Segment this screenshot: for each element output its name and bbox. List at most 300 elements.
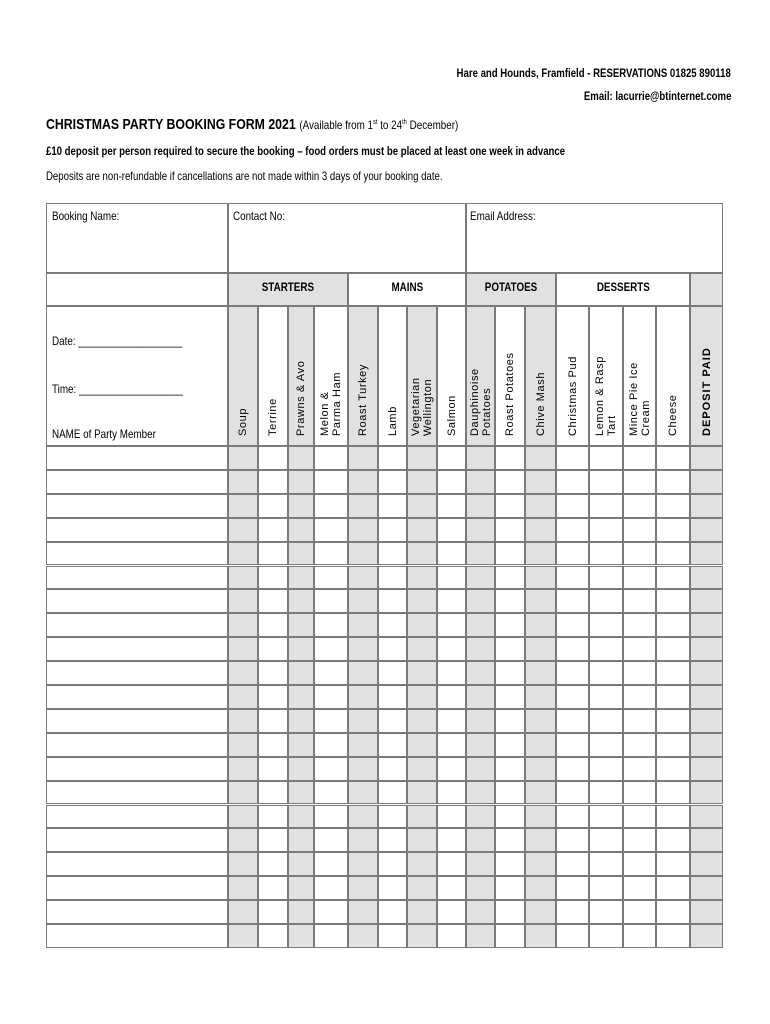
order-cell[interactable] xyxy=(348,781,378,805)
order-cell[interactable] xyxy=(378,685,407,709)
order-cell[interactable] xyxy=(378,924,407,948)
order-cell[interactable] xyxy=(314,924,348,948)
order-cell[interactable] xyxy=(348,613,378,637)
order-cell[interactable] xyxy=(407,757,437,781)
order-cell[interactable] xyxy=(314,781,348,805)
order-cell[interactable] xyxy=(288,446,314,470)
order-cell[interactable] xyxy=(525,470,556,494)
order-cell[interactable] xyxy=(589,446,623,470)
order-cell[interactable] xyxy=(525,446,556,470)
order-cell[interactable] xyxy=(656,924,690,948)
order-cell[interactable] xyxy=(407,566,437,590)
order-cell[interactable] xyxy=(466,781,495,805)
order-cell[interactable] xyxy=(466,828,495,852)
order-cell[interactable] xyxy=(407,781,437,805)
order-cell[interactable] xyxy=(690,709,723,733)
order-cell[interactable] xyxy=(228,566,258,590)
order-cell[interactable] xyxy=(228,685,258,709)
order-cell[interactable] xyxy=(407,900,437,924)
order-cell[interactable] xyxy=(437,589,466,613)
order-cell[interactable] xyxy=(656,757,690,781)
order-cell[interactable] xyxy=(378,542,407,566)
order-cell[interactable] xyxy=(656,900,690,924)
order-cell[interactable] xyxy=(288,685,314,709)
order-cell[interactable] xyxy=(288,470,314,494)
order-cell[interactable] xyxy=(466,757,495,781)
order-cell[interactable] xyxy=(437,613,466,637)
order-cell[interactable] xyxy=(437,757,466,781)
order-cell[interactable] xyxy=(437,661,466,685)
order-cell[interactable] xyxy=(656,518,690,542)
order-cell[interactable] xyxy=(466,661,495,685)
order-cell[interactable] xyxy=(288,709,314,733)
order-cell[interactable] xyxy=(623,542,656,566)
order-cell[interactable] xyxy=(437,494,466,518)
order-cell[interactable] xyxy=(407,828,437,852)
order-cell[interactable] xyxy=(288,637,314,661)
order-cell[interactable] xyxy=(589,613,623,637)
order-cell[interactable] xyxy=(314,589,348,613)
order-cell[interactable] xyxy=(378,733,407,757)
order-cell[interactable] xyxy=(495,924,525,948)
order-cell[interactable] xyxy=(437,924,466,948)
order-cell[interactable] xyxy=(228,805,258,829)
order-cell[interactable] xyxy=(623,828,656,852)
order-cell[interactable] xyxy=(466,900,495,924)
order-cell[interactable] xyxy=(525,661,556,685)
order-cell[interactable] xyxy=(525,757,556,781)
order-cell[interactable] xyxy=(407,446,437,470)
order-cell[interactable] xyxy=(466,852,495,876)
order-cell[interactable] xyxy=(656,542,690,566)
order-cell[interactable] xyxy=(228,542,258,566)
order-cell[interactable] xyxy=(228,733,258,757)
order-cell[interactable] xyxy=(556,709,589,733)
order-cell[interactable] xyxy=(556,518,589,542)
order-cell[interactable] xyxy=(288,924,314,948)
order-cell[interactable] xyxy=(437,852,466,876)
party-member-name-field[interactable] xyxy=(46,494,228,518)
order-cell[interactable] xyxy=(589,709,623,733)
order-cell[interactable] xyxy=(228,876,258,900)
order-cell[interactable] xyxy=(690,757,723,781)
order-cell[interactable] xyxy=(690,924,723,948)
order-cell[interactable] xyxy=(525,781,556,805)
order-cell[interactable] xyxy=(690,613,723,637)
order-cell[interactable] xyxy=(407,805,437,829)
order-cell[interactable] xyxy=(288,566,314,590)
order-cell[interactable] xyxy=(348,805,378,829)
order-cell[interactable] xyxy=(378,494,407,518)
order-cell[interactable] xyxy=(437,828,466,852)
order-cell[interactable] xyxy=(495,661,525,685)
order-cell[interactable] xyxy=(314,805,348,829)
order-cell[interactable] xyxy=(525,685,556,709)
order-cell[interactable] xyxy=(495,589,525,613)
party-member-name-field[interactable] xyxy=(46,781,228,805)
order-cell[interactable] xyxy=(589,470,623,494)
order-cell[interactable] xyxy=(258,446,288,470)
order-cell[interactable] xyxy=(378,518,407,542)
order-cell[interactable] xyxy=(437,805,466,829)
order-cell[interactable] xyxy=(348,566,378,590)
party-member-name-field[interactable] xyxy=(46,637,228,661)
order-cell[interactable] xyxy=(623,518,656,542)
order-cell[interactable] xyxy=(314,613,348,637)
order-cell[interactable] xyxy=(525,542,556,566)
order-cell[interactable] xyxy=(437,685,466,709)
order-cell[interactable] xyxy=(466,494,495,518)
order-cell[interactable] xyxy=(314,494,348,518)
order-cell[interactable] xyxy=(288,828,314,852)
order-cell[interactable] xyxy=(589,566,623,590)
order-cell[interactable] xyxy=(407,613,437,637)
order-cell[interactable] xyxy=(656,876,690,900)
order-cell[interactable] xyxy=(258,685,288,709)
order-cell[interactable] xyxy=(314,828,348,852)
order-cell[interactable] xyxy=(314,709,348,733)
order-cell[interactable] xyxy=(556,805,589,829)
order-cell[interactable] xyxy=(466,566,495,590)
order-cell[interactable] xyxy=(556,637,589,661)
order-cell[interactable] xyxy=(437,900,466,924)
order-cell[interactable] xyxy=(378,470,407,494)
order-cell[interactable] xyxy=(437,446,466,470)
order-cell[interactable] xyxy=(314,542,348,566)
order-cell[interactable] xyxy=(258,661,288,685)
order-cell[interactable] xyxy=(623,589,656,613)
order-cell[interactable] xyxy=(378,446,407,470)
order-cell[interactable] xyxy=(314,685,348,709)
order-cell[interactable] xyxy=(314,446,348,470)
order-cell[interactable] xyxy=(258,589,288,613)
order-cell[interactable] xyxy=(437,709,466,733)
order-cell[interactable] xyxy=(589,781,623,805)
order-cell[interactable] xyxy=(556,828,589,852)
order-cell[interactable] xyxy=(348,661,378,685)
order-cell[interactable] xyxy=(348,828,378,852)
order-cell[interactable] xyxy=(466,613,495,637)
order-cell[interactable] xyxy=(288,661,314,685)
order-cell[interactable] xyxy=(589,518,623,542)
order-cell[interactable] xyxy=(288,781,314,805)
order-cell[interactable] xyxy=(348,637,378,661)
order-cell[interactable] xyxy=(407,637,437,661)
order-cell[interactable] xyxy=(314,852,348,876)
order-cell[interactable] xyxy=(690,589,723,613)
order-cell[interactable] xyxy=(690,637,723,661)
order-cell[interactable] xyxy=(437,637,466,661)
order-cell[interactable] xyxy=(690,876,723,900)
order-cell[interactable] xyxy=(378,589,407,613)
order-cell[interactable] xyxy=(495,805,525,829)
order-cell[interactable] xyxy=(556,566,589,590)
party-member-name-field[interactable] xyxy=(46,589,228,613)
order-cell[interactable] xyxy=(690,685,723,709)
order-cell[interactable] xyxy=(556,661,589,685)
order-cell[interactable] xyxy=(288,900,314,924)
order-cell[interactable] xyxy=(656,470,690,494)
order-cell[interactable] xyxy=(466,924,495,948)
order-cell[interactable] xyxy=(288,876,314,900)
order-cell[interactable] xyxy=(556,876,589,900)
order-cell[interactable] xyxy=(656,661,690,685)
order-cell[interactable] xyxy=(623,781,656,805)
order-cell[interactable] xyxy=(623,470,656,494)
order-cell[interactable] xyxy=(656,566,690,590)
order-cell[interactable] xyxy=(466,709,495,733)
order-cell[interactable] xyxy=(348,876,378,900)
order-cell[interactable] xyxy=(690,470,723,494)
order-cell[interactable] xyxy=(407,589,437,613)
order-cell[interactable] xyxy=(314,733,348,757)
order-cell[interactable] xyxy=(348,900,378,924)
order-cell[interactable] xyxy=(258,518,288,542)
order-cell[interactable] xyxy=(437,542,466,566)
order-cell[interactable] xyxy=(348,589,378,613)
order-cell[interactable] xyxy=(288,852,314,876)
party-member-name-field[interactable] xyxy=(46,613,228,637)
order-cell[interactable] xyxy=(623,637,656,661)
order-cell[interactable] xyxy=(258,494,288,518)
order-cell[interactable] xyxy=(589,733,623,757)
party-member-name-field[interactable] xyxy=(46,757,228,781)
order-cell[interactable] xyxy=(407,924,437,948)
order-cell[interactable] xyxy=(258,876,288,900)
order-cell[interactable] xyxy=(656,781,690,805)
order-cell[interactable] xyxy=(258,470,288,494)
order-cell[interactable] xyxy=(407,470,437,494)
order-cell[interactable] xyxy=(623,757,656,781)
party-member-name-field[interactable] xyxy=(46,876,228,900)
order-cell[interactable] xyxy=(466,733,495,757)
order-cell[interactable] xyxy=(589,542,623,566)
order-cell[interactable] xyxy=(690,852,723,876)
order-cell[interactable] xyxy=(690,566,723,590)
order-cell[interactable] xyxy=(690,828,723,852)
order-cell[interactable] xyxy=(466,685,495,709)
order-cell[interactable] xyxy=(690,518,723,542)
order-cell[interactable] xyxy=(258,613,288,637)
order-cell[interactable] xyxy=(589,637,623,661)
order-cell[interactable] xyxy=(228,470,258,494)
order-cell[interactable] xyxy=(495,470,525,494)
order-cell[interactable] xyxy=(407,518,437,542)
order-cell[interactable] xyxy=(495,518,525,542)
order-cell[interactable] xyxy=(495,542,525,566)
order-cell[interactable] xyxy=(348,494,378,518)
order-cell[interactable] xyxy=(656,709,690,733)
party-member-name-field[interactable] xyxy=(46,566,228,590)
order-cell[interactable] xyxy=(495,613,525,637)
order-cell[interactable] xyxy=(623,685,656,709)
order-cell[interactable] xyxy=(258,757,288,781)
order-cell[interactable] xyxy=(378,613,407,637)
party-member-name-field[interactable] xyxy=(46,518,228,542)
order-cell[interactable] xyxy=(348,709,378,733)
order-cell[interactable] xyxy=(466,589,495,613)
order-cell[interactable] xyxy=(623,805,656,829)
order-cell[interactable] xyxy=(495,733,525,757)
order-cell[interactable] xyxy=(623,852,656,876)
order-cell[interactable] xyxy=(288,613,314,637)
order-cell[interactable] xyxy=(556,852,589,876)
order-cell[interactable] xyxy=(437,518,466,542)
order-cell[interactable] xyxy=(525,852,556,876)
order-cell[interactable] xyxy=(258,637,288,661)
order-cell[interactable] xyxy=(378,757,407,781)
order-cell[interactable] xyxy=(589,876,623,900)
order-cell[interactable] xyxy=(228,828,258,852)
order-cell[interactable] xyxy=(495,757,525,781)
order-cell[interactable] xyxy=(378,661,407,685)
order-cell[interactable] xyxy=(589,685,623,709)
order-cell[interactable] xyxy=(228,637,258,661)
order-cell[interactable] xyxy=(525,805,556,829)
order-cell[interactable] xyxy=(556,781,589,805)
order-cell[interactable] xyxy=(525,900,556,924)
order-cell[interactable] xyxy=(656,828,690,852)
order-cell[interactable] xyxy=(348,470,378,494)
order-cell[interactable] xyxy=(407,542,437,566)
order-cell[interactable] xyxy=(656,733,690,757)
party-member-name-field[interactable] xyxy=(46,828,228,852)
order-cell[interactable] xyxy=(525,518,556,542)
order-cell[interactable] xyxy=(378,828,407,852)
order-cell[interactable] xyxy=(525,613,556,637)
order-cell[interactable] xyxy=(378,637,407,661)
order-cell[interactable] xyxy=(314,876,348,900)
order-cell[interactable] xyxy=(589,661,623,685)
order-cell[interactable] xyxy=(589,852,623,876)
order-cell[interactable] xyxy=(348,924,378,948)
order-cell[interactable] xyxy=(495,446,525,470)
order-cell[interactable] xyxy=(623,566,656,590)
order-cell[interactable] xyxy=(495,900,525,924)
order-cell[interactable] xyxy=(656,637,690,661)
order-cell[interactable] xyxy=(589,900,623,924)
order-cell[interactable] xyxy=(288,589,314,613)
order-cell[interactable] xyxy=(258,733,288,757)
order-cell[interactable] xyxy=(288,733,314,757)
order-cell[interactable] xyxy=(228,852,258,876)
order-cell[interactable] xyxy=(656,685,690,709)
order-cell[interactable] xyxy=(378,852,407,876)
party-member-name-field[interactable] xyxy=(46,805,228,829)
order-cell[interactable] xyxy=(525,494,556,518)
order-cell[interactable] xyxy=(556,589,589,613)
order-cell[interactable] xyxy=(228,661,258,685)
order-cell[interactable] xyxy=(690,805,723,829)
order-cell[interactable] xyxy=(348,518,378,542)
order-cell[interactable] xyxy=(348,542,378,566)
party-member-name-field[interactable] xyxy=(46,685,228,709)
party-member-name-field[interactable] xyxy=(46,542,228,566)
party-member-name-field[interactable] xyxy=(46,733,228,757)
order-cell[interactable] xyxy=(407,733,437,757)
order-cell[interactable] xyxy=(228,446,258,470)
order-cell[interactable] xyxy=(466,518,495,542)
order-cell[interactable] xyxy=(656,589,690,613)
order-cell[interactable] xyxy=(623,661,656,685)
order-cell[interactable] xyxy=(690,494,723,518)
order-cell[interactable] xyxy=(495,781,525,805)
order-cell[interactable] xyxy=(288,494,314,518)
order-cell[interactable] xyxy=(314,518,348,542)
order-cell[interactable] xyxy=(228,613,258,637)
order-cell[interactable] xyxy=(589,494,623,518)
order-cell[interactable] xyxy=(466,470,495,494)
order-cell[interactable] xyxy=(314,661,348,685)
order-cell[interactable] xyxy=(589,757,623,781)
order-cell[interactable] xyxy=(228,781,258,805)
order-cell[interactable] xyxy=(495,852,525,876)
order-cell[interactable] xyxy=(525,828,556,852)
order-cell[interactable] xyxy=(589,828,623,852)
party-member-name-field[interactable] xyxy=(46,852,228,876)
order-cell[interactable] xyxy=(314,566,348,590)
order-cell[interactable] xyxy=(466,637,495,661)
order-cell[interactable] xyxy=(623,900,656,924)
order-cell[interactable] xyxy=(589,924,623,948)
order-cell[interactable] xyxy=(495,685,525,709)
order-cell[interactable] xyxy=(525,589,556,613)
order-cell[interactable] xyxy=(525,924,556,948)
order-cell[interactable] xyxy=(314,637,348,661)
order-cell[interactable] xyxy=(556,613,589,637)
order-cell[interactable] xyxy=(556,494,589,518)
order-cell[interactable] xyxy=(314,900,348,924)
order-cell[interactable] xyxy=(288,757,314,781)
order-cell[interactable] xyxy=(690,542,723,566)
order-cell[interactable] xyxy=(495,709,525,733)
party-member-name-field[interactable] xyxy=(46,924,228,948)
order-cell[interactable] xyxy=(556,757,589,781)
order-cell[interactable] xyxy=(407,709,437,733)
order-cell[interactable] xyxy=(258,805,288,829)
order-cell[interactable] xyxy=(437,733,466,757)
order-cell[interactable] xyxy=(348,852,378,876)
order-cell[interactable] xyxy=(623,733,656,757)
party-member-name-field[interactable] xyxy=(46,900,228,924)
order-cell[interactable] xyxy=(525,566,556,590)
order-cell[interactable] xyxy=(466,805,495,829)
party-member-name-field[interactable] xyxy=(46,470,228,494)
order-cell[interactable] xyxy=(623,709,656,733)
order-cell[interactable] xyxy=(228,494,258,518)
order-cell[interactable] xyxy=(690,781,723,805)
order-cell[interactable] xyxy=(258,566,288,590)
order-cell[interactable] xyxy=(258,900,288,924)
order-cell[interactable] xyxy=(623,613,656,637)
order-cell[interactable] xyxy=(314,470,348,494)
party-member-name-field[interactable] xyxy=(46,446,228,470)
order-cell[interactable] xyxy=(495,637,525,661)
order-cell[interactable] xyxy=(348,685,378,709)
order-cell[interactable] xyxy=(437,781,466,805)
order-cell[interactable] xyxy=(288,518,314,542)
order-cell[interactable] xyxy=(407,685,437,709)
order-cell[interactable] xyxy=(348,757,378,781)
order-cell[interactable] xyxy=(556,900,589,924)
order-cell[interactable] xyxy=(378,566,407,590)
order-cell[interactable] xyxy=(407,876,437,900)
order-cell[interactable] xyxy=(690,446,723,470)
order-cell[interactable] xyxy=(556,733,589,757)
order-cell[interactable] xyxy=(589,805,623,829)
order-cell[interactable] xyxy=(258,709,288,733)
order-cell[interactable] xyxy=(690,661,723,685)
